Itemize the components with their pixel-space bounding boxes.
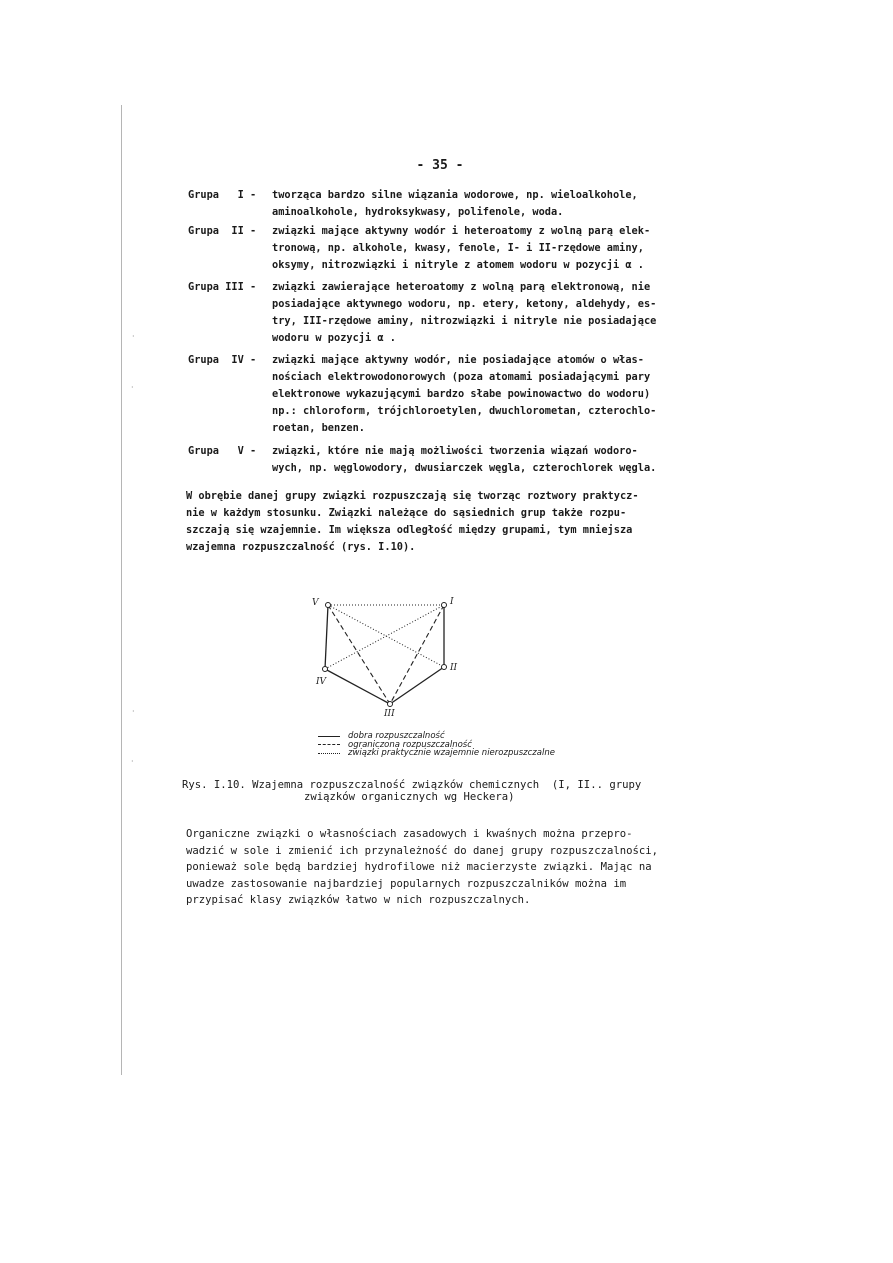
vertex-label-i: I — [450, 597, 454, 607]
vertex-label-ii: II — [450, 663, 458, 673]
legend-dotted-line — [318, 753, 340, 754]
vertex-label-iv: IV — [316, 677, 327, 687]
legend-solid-label: dobra rozpuszczalność — [348, 731, 445, 741]
scan-speck: · — [132, 707, 135, 716]
paragraph-solubility: W obrębie danej grupy związki rozpuszczają się tworząc roztwory praktycz- nie w każdym stosunku. Związki należące do sąsiednich grup także rozpu- szczają się wzajemnie. Im większa odległość między grupami, tym mniejsza wzajemna rozpuszczalność (rys. I.10). — [186, 490, 639, 553]
page-number: - 35 - — [416, 158, 464, 173]
scan-speck: · — [131, 757, 134, 766]
scan-speck: · — [131, 383, 134, 392]
solid-edge-iii-ii — [390, 667, 444, 704]
group-text: związki mające aktywny wodór, nie posiadające atomów o włas- nościach elektrowodonorowych (poza atomami posiadającymi pary elektronowe wykazującymi bardzo słabe powinowactwo do wodoru) np.: chloroform, trójchloroetylen, dwuchlorometan, czterochlo- roetan, benzen. — [272, 354, 657, 434]
diagram-legend — [318, 732, 618, 758]
caption-line-2: związków organicznych wg Heckera) — [304, 791, 515, 803]
caption-line-1: Rys. I.10. Wzajemna rozpuszczalność związków chemicznych (I, II.. grupy — [182, 779, 642, 791]
group-definition-5 — [188, 443, 703, 477]
legend-entry-dotted — [318, 749, 618, 758]
legend-dotted-label: związki praktycznie wzajemnie nierozpuszczalne — [348, 748, 555, 758]
legend-dashed-label: ograniczona rozpuszczalność — [348, 739, 472, 750]
group-text: związki mające aktywny wodór i heteroatomy z wolną parą elek- tronową, np. alkohole, kwasy, fenole, I- i II-rzędowe aminy, oksymy, nitrozwiązki i nitryle z atomem wodoru w pozycji α . — [272, 225, 651, 271]
scan-speck: · — [132, 332, 135, 341]
solubility-pentagon-diagram — [300, 592, 470, 717]
group-text: związki zawierające heteroatomy z wolną parą elektronową, nie posiadające aktywnego wodoru, np. etery, ketony, aldehydy, es- try, III-rzędowe aminy, nitrozwiązki i nitryle nie posiadające wodoru w pozycji α . — [272, 281, 657, 344]
group-text: tworząca bardzo silne wiązania wodorowe, np. wieloalkohole, aminoalkohole, hydroksykwasy, polifenole, woda. — [272, 189, 638, 218]
solid-edge-v-iv — [325, 605, 328, 669]
vertex-i — [442, 603, 447, 608]
vertex-label-v: V — [312, 598, 319, 608]
legend-dashed-line — [318, 744, 340, 745]
vertex-iii — [388, 702, 393, 707]
page-margin-line — [121, 105, 122, 1075]
dashed-edge-i-iii — [390, 605, 444, 704]
paragraph-salts: Organiczne związki o własnościach zasadowych i kwaśnych można przepro- wadzić w sole i zmienić ich przynależność do danej grupy rozpuszczalności, ponieważ sole będą bardziej hydrofilowe niż macierzyste związki. Mając na uwadze zastosowanie najbardziej popularnych rozpuszczalników można im przypisać klasy związków łatwo w nich rozpuszczalnych. — [186, 828, 658, 907]
legend-solid-line — [318, 736, 340, 737]
vertex-ii — [442, 665, 447, 670]
group-definition-4 — [188, 352, 703, 437]
figure-caption — [182, 779, 702, 803]
group-label: Grupa IV - — [188, 354, 257, 366]
group-label: Grupa II - — [188, 225, 257, 237]
group-definition-1 — [188, 187, 703, 221]
group-label: Grupa III - — [188, 281, 257, 293]
dashed-edge-v-iii — [328, 605, 390, 704]
vertex-v — [326, 603, 331, 608]
solid-edge-iv-iii — [325, 669, 390, 704]
vertex-iv — [323, 667, 328, 672]
group-definition-3 — [188, 279, 703, 347]
group-label: Grupa V - — [188, 445, 257, 457]
group-text: związki, które nie mają możliwości tworzenia wiązań wodoro- wych, np. węglowodory, dwusiarczek węgla, czterochlorek węgla. — [272, 445, 657, 474]
group-definition-2 — [188, 223, 703, 274]
group-label: Grupa I - — [188, 189, 257, 201]
vertex-label-iii: III — [384, 709, 395, 717]
